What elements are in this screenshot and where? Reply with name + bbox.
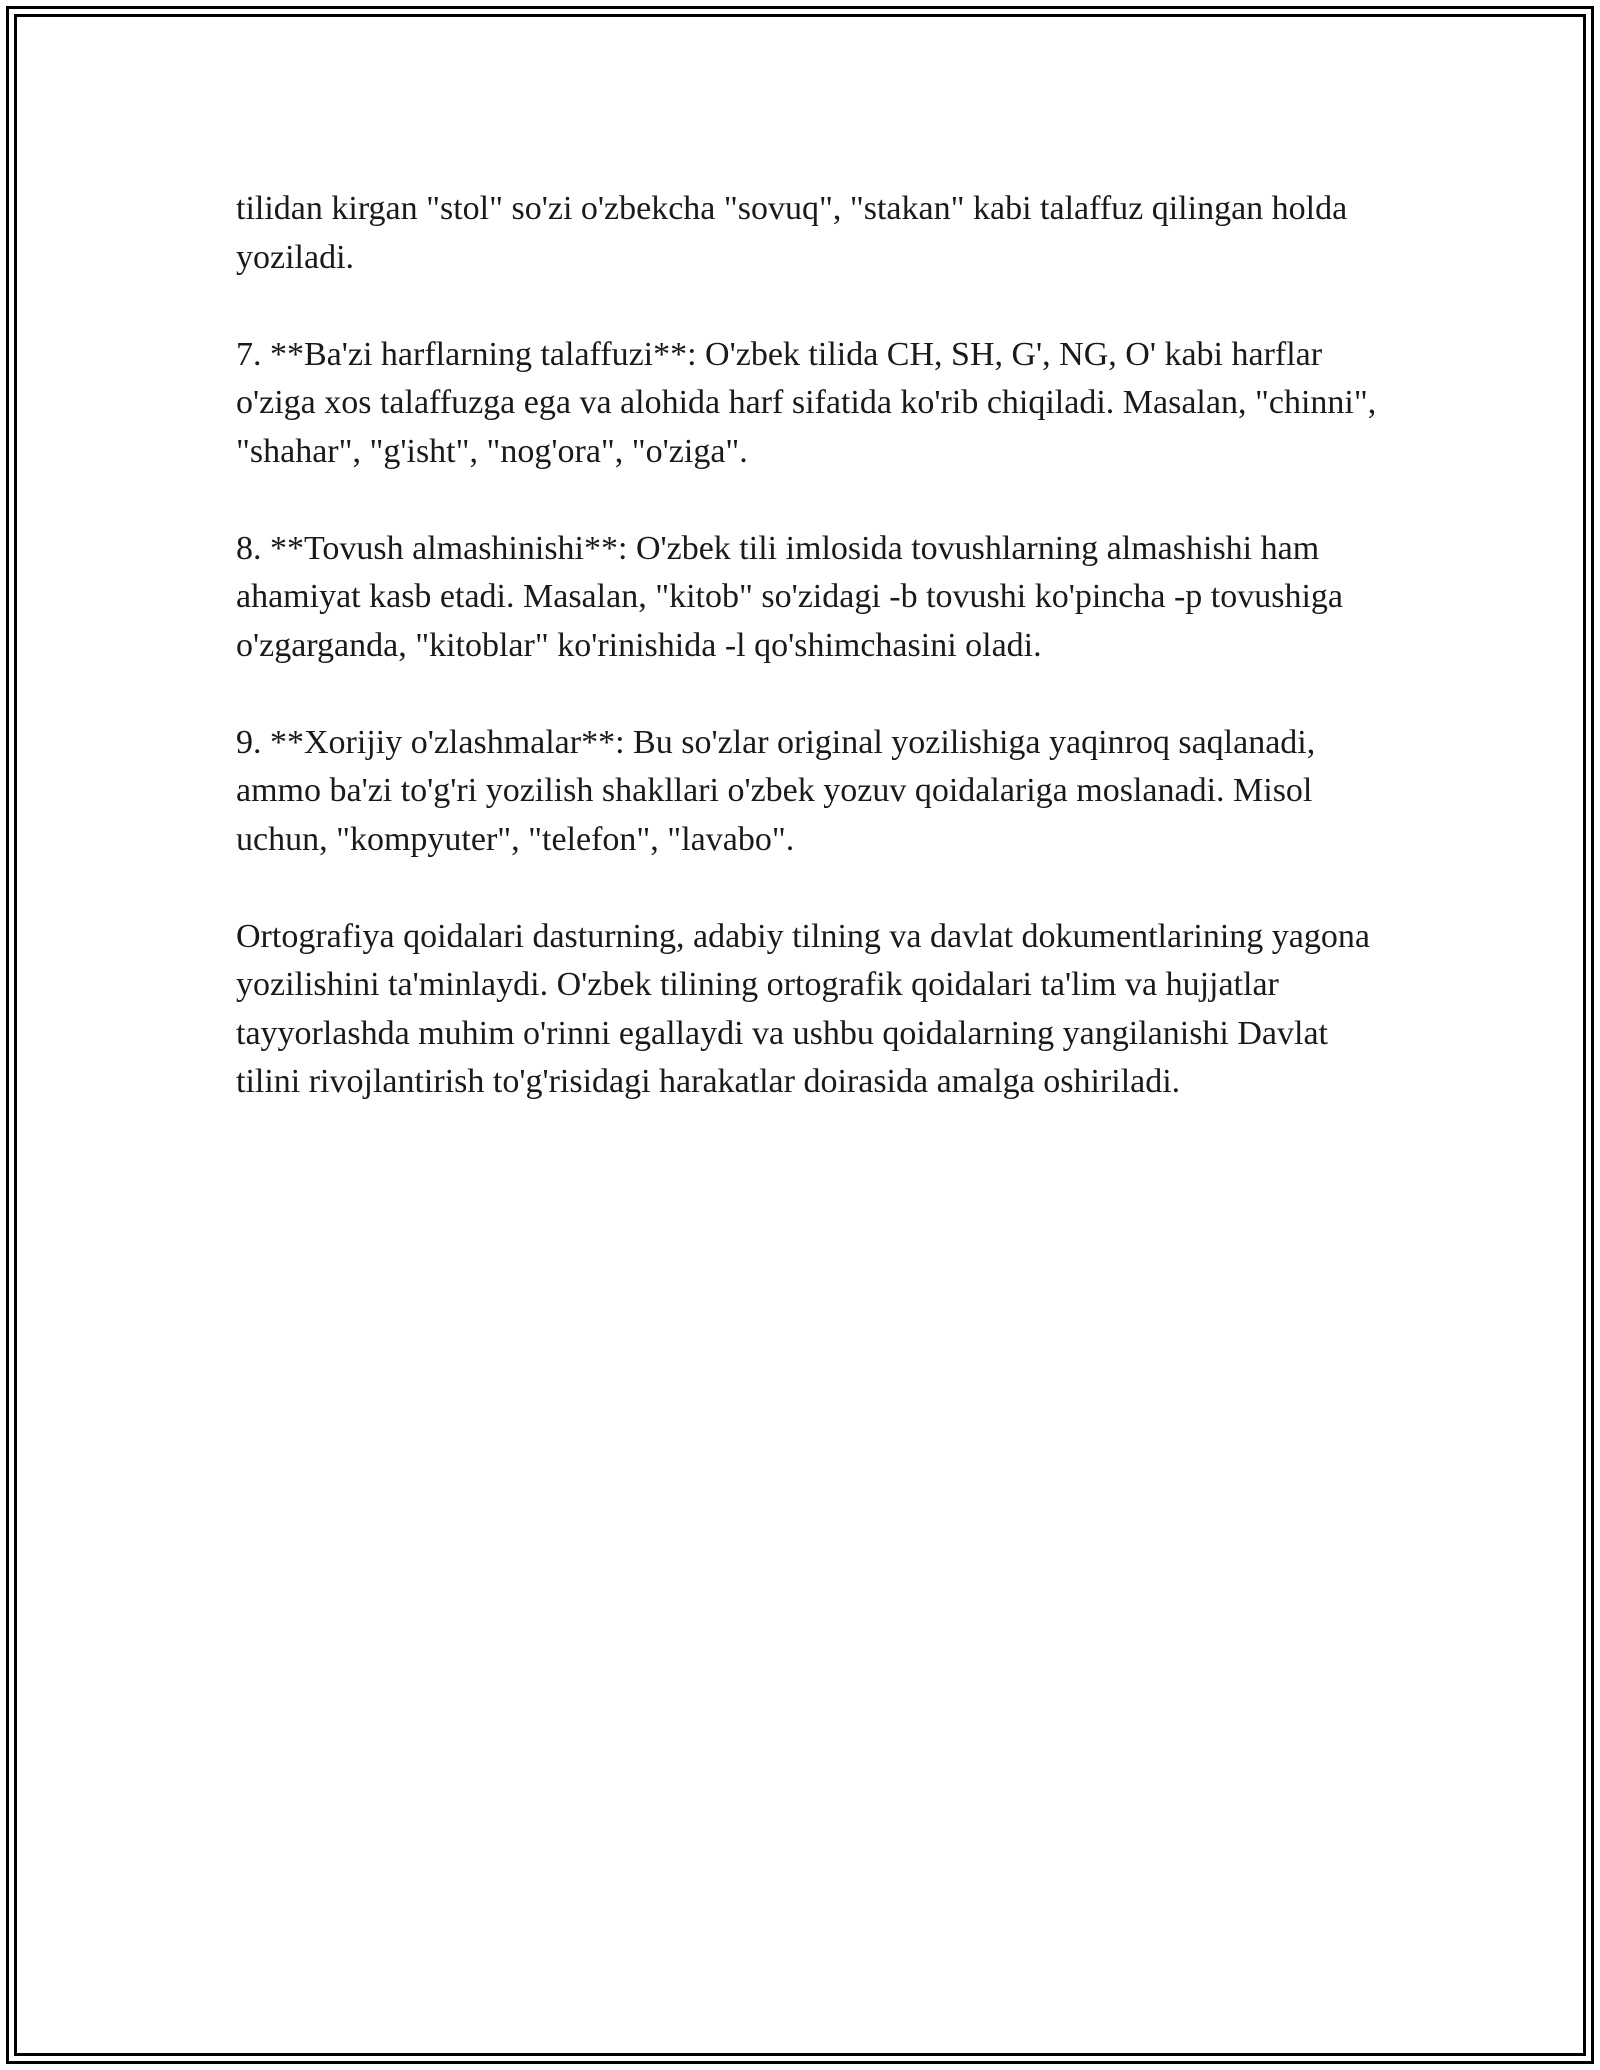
paragraph-conclusion: Ortografiya qoidalari dasturning, adabiy tilning va davlat dokumentlarining yagona yozilishini ta'minlaydi. O'zbek tilining ortografik qoidalari ta'lim va hujjatlar tayyorlashda muhim o'rinni egallaydi va ushbu qoidalarning yangilanishi Davlat tilini rivojlantirish to'g'risidagi harakatlar doirasida amalga oshiriladi. — [236, 917, 1370, 1100]
document-body — [236, 185, 1386, 1155]
paragraph-continuation: tilidan kirgan "stol" so'zi o'zbekcha "sovuq", "stakan" kabi talaffuz qilingan holda yoziladi. — [236, 190, 1348, 276]
paragraph-item-9: 9. **Xorijiy o'zlashmalar**: Bu so'zlar original yozilishiga yaqinroq saqlanadi, ammo ba'zi to'g'ri yozilish shakllari o'zbek yozuv qoidalariga moslanadi. Misol uchun, "kompyuter", "telefon", "lavabo". — [236, 723, 1316, 858]
paragraph-item-7: 7. **Ba'zi harflarning talaffuzi**: O'zbek tilida CH, SH, G', NG, O' kabi harflar o'ziga xos talaffuzga ega va alohida harf sifatida ko'rib chiqiladi. Masalan, "chinni", "shahar", "g'isht", "nog'ora", "o'ziga". — [236, 335, 1377, 470]
paragraph-item-8: 8. **Tovush almashinishi**: O'zbek tili imlosida tovushlarning almashishi ham ahamiyat kasb etadi. Masalan, "kitob" so'zidagi -b tovushi ko'pincha -p tovushiga o'zgarganda, "kitoblar" ko'rinishida -l qo'shimchasini oladi. — [236, 529, 1344, 664]
